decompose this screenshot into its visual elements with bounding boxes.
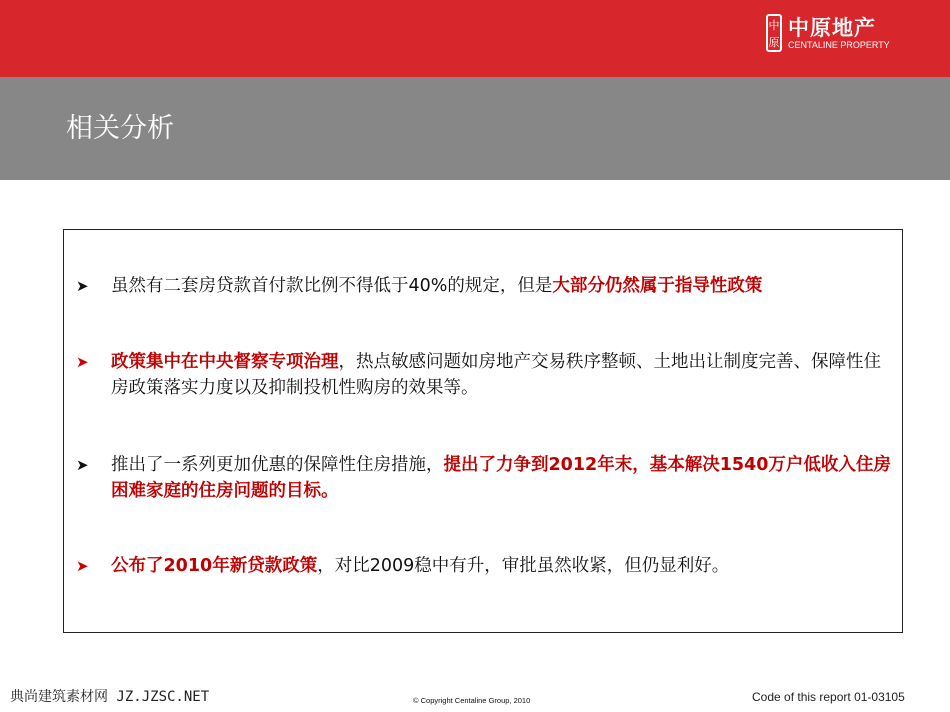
bullet-text-segment: 推出了一系列更加优惠的保障性住房措施， bbox=[111, 455, 444, 475]
bullet-highlight: 政策集中在中央督察专项治理 bbox=[111, 352, 339, 372]
bullet-highlight: 提出了力争到2012年末，基本解决1540万户低收入住房困难家庭的住房问题的目标。 bbox=[111, 455, 891, 501]
report-code bbox=[752, 690, 905, 704]
slide-title: 相关分析 bbox=[66, 113, 174, 144]
bullet-item bbox=[76, 273, 891, 299]
logo-chinese-name: 中原地产 bbox=[788, 15, 876, 40]
bullet-text bbox=[111, 349, 891, 401]
report-code-value: 01-03105 bbox=[854, 690, 905, 704]
bullet-item bbox=[76, 553, 891, 579]
logo-seal-icon: 中 原 bbox=[766, 14, 782, 52]
company-logo bbox=[766, 14, 890, 52]
bullet-text bbox=[111, 273, 891, 299]
content-box bbox=[63, 229, 903, 633]
arrow-bullet-icon: ➤ bbox=[76, 557, 89, 575]
copyright-text: © Copyright Centaline Group, 2010 bbox=[413, 696, 531, 705]
report-code-label: Code of this report bbox=[752, 690, 851, 704]
arrow-bullet-icon: ➤ bbox=[76, 353, 89, 371]
bullet-item bbox=[76, 349, 891, 401]
bullet-highlight: 大部分仍然属于指导性政策 bbox=[552, 276, 763, 296]
watermark-text: 典尚建筑素材网 JZ.JZSC.NET bbox=[10, 689, 210, 705]
header-bar bbox=[0, 0, 950, 77]
bullet-text-segment: 虽然有二套房贷款首付款比例不得低于40%的规定，但是 bbox=[111, 276, 553, 296]
bullet-item bbox=[76, 452, 891, 504]
arrow-bullet-icon: ➤ bbox=[76, 277, 89, 295]
bullet-highlight: 公布了2010年新贷款政策 bbox=[111, 556, 318, 576]
logo-english-name: CENTALINE PROPERTY bbox=[788, 39, 890, 50]
bullet-text-segment: ，热点敏感问题如房地产交易秩序整顿、土地出让制度完善、保障性住房政策落实力度以及抑制投机性购房的效果等。 bbox=[111, 352, 881, 398]
bullet-text-segment: ，对比2009稳中有升，审批虽然收紧，但仍显利好。 bbox=[317, 556, 730, 576]
bullet-text bbox=[111, 452, 891, 504]
arrow-bullet-icon: ➤ bbox=[76, 456, 89, 474]
bullet-text bbox=[111, 553, 891, 579]
